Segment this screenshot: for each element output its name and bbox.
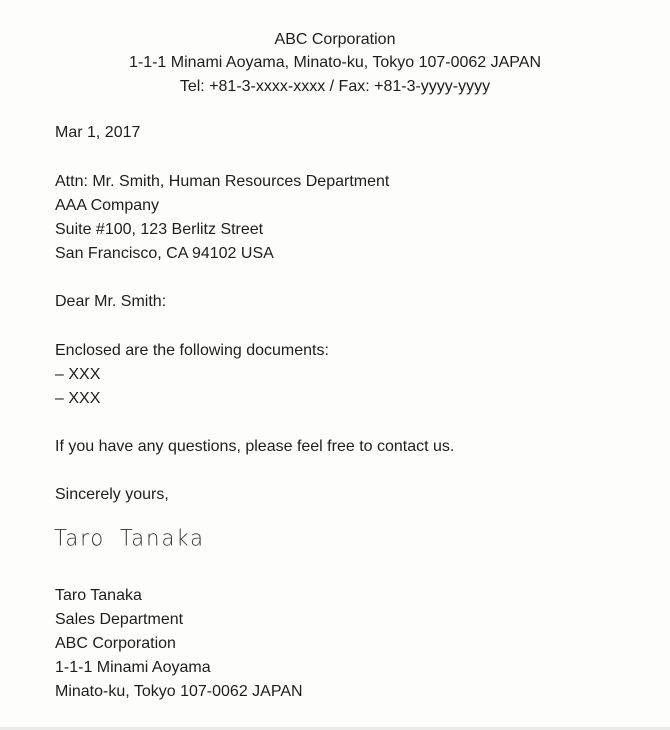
complimentary-close: Sincerely yours, <box>55 486 169 503</box>
sender-line: ABC Corporation <box>55 635 176 652</box>
letterhead-address: 1-1-1 Minami Aoyama, Minato-ku, Tokyo 107-0062 JAPAN <box>128 54 542 71</box>
sender-line: Minato-ku, Tokyo 107-0062 JAPAN <box>55 683 303 700</box>
letterhead-contact: Tel: +81-3-xxxx-xxxx / Fax: +81-3-yyyy-yyyy <box>179 78 491 95</box>
handwritten-signature: Taro Tanaka <box>54 525 205 551</box>
letterhead-company: ABC Corporation <box>274 31 396 48</box>
sender-line: Taro Tanaka <box>55 587 142 604</box>
recipient-line: Attn: Mr. Smith, Human Resources Department <box>55 173 390 190</box>
recipient-line: AAA Company <box>55 197 160 214</box>
enclosure-item: – XXX <box>55 390 101 407</box>
sender-line: Sales Department <box>55 611 184 628</box>
body-closing-line: If you have any questions, please feel free to contact us. <box>55 438 455 455</box>
sender-line: 1-1-1 Minami Aoyama <box>55 659 211 676</box>
body-intro: Enclosed are the following documents: <box>55 342 329 359</box>
salutation: Dear Mr. Smith: <box>55 293 167 310</box>
recipient-line: Suite #100, 123 Berlitz Street <box>55 221 264 238</box>
recipient-line: San Francisco, CA 94102 USA <box>55 245 274 262</box>
enclosure-item: – XXX <box>55 366 101 383</box>
letter-date: Mar 1, 2017 <box>55 124 141 141</box>
